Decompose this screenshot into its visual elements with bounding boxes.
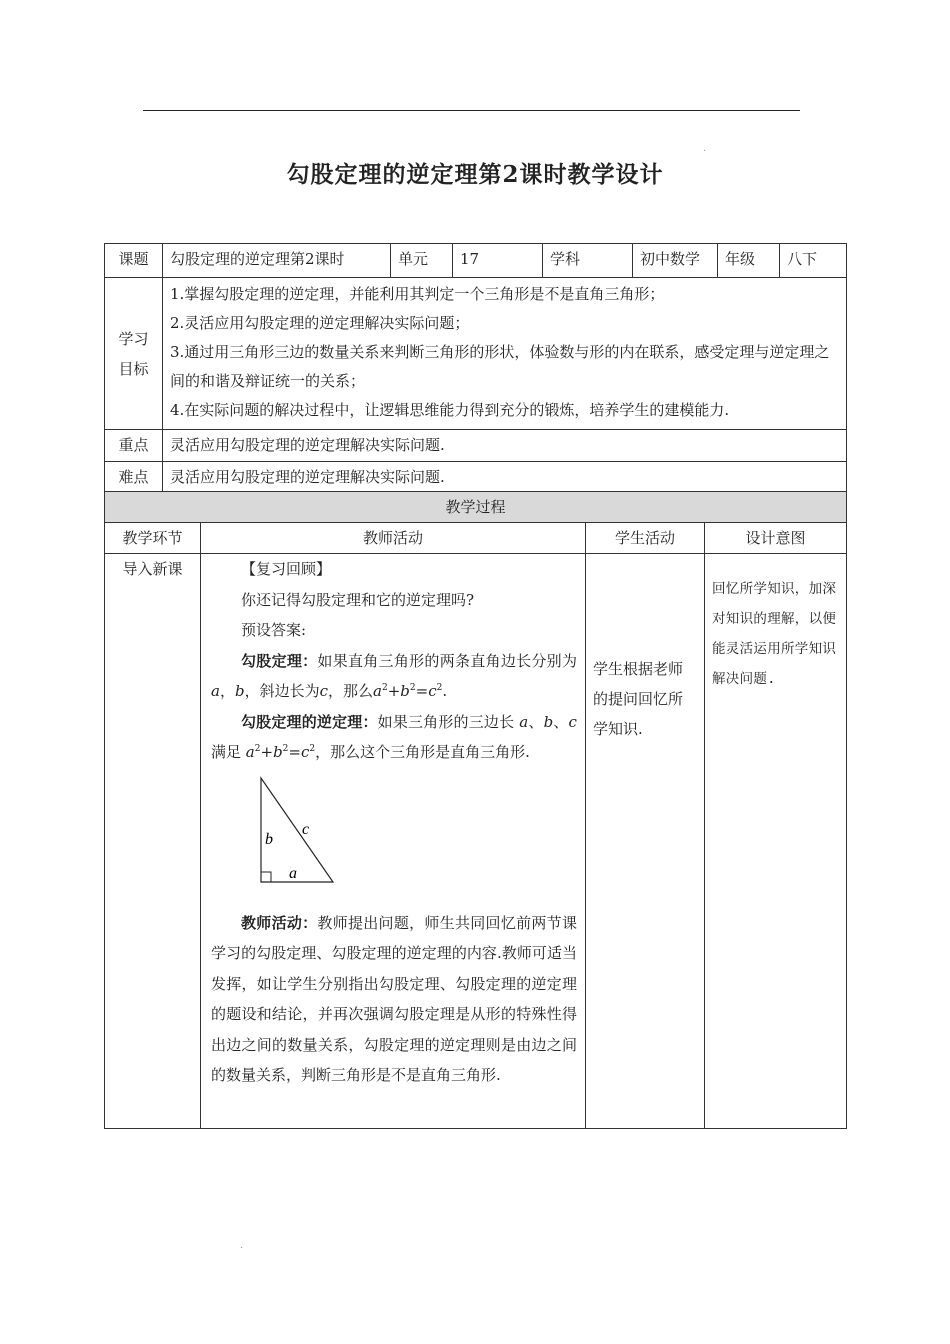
unit-value: 17	[453, 244, 543, 278]
key-label: 重点	[105, 430, 163, 462]
triangle-figure	[211, 772, 577, 900]
design-intent-cell: 回忆所学知识，加深对知识的理解，以便能灵活运用所学知识解决问题.	[705, 554, 847, 1129]
stage-cell: 导入新课	[105, 554, 201, 1129]
review-heading: 【复习回顾】	[241, 560, 332, 578]
col-stage: 教学环节	[105, 523, 201, 554]
difficulty-label: 难点	[105, 462, 163, 494]
teacher-activity-cell	[201, 554, 586, 1129]
side-label-c: c	[302, 820, 310, 838]
side-label-b: b	[265, 830, 273, 848]
course-value: 勾股定理的逆定理第2课时	[163, 244, 391, 278]
right-angle-mark	[261, 872, 271, 882]
triangle-outline	[261, 778, 333, 882]
goals-label-line-1: 学习	[118, 329, 149, 348]
course-label: 课题	[105, 244, 163, 278]
review-question: 你还记得勾股定理和它的逆定理吗?	[241, 590, 475, 609]
goals-label	[105, 278, 163, 430]
goal-item: 2.灵活应用勾股定理的逆定理解决实际问题；	[170, 314, 470, 332]
unit-label: 单元	[391, 244, 453, 278]
goals-label-line-2: 目标	[118, 359, 149, 378]
course-info-table	[104, 243, 847, 494]
subject-value: 初中数学	[633, 244, 718, 278]
subject-label: 学科	[543, 244, 633, 278]
goal-item: 4.在实际问题的解决过程中，让逻辑思维能力得到充分的锻炼，培养学生的建模能力.	[170, 401, 730, 419]
speck: ·	[240, 1243, 244, 1254]
goal-item: 3.通过用三角形三边的数量关系来判断三角形的形状，体验数与形的内在联系，感受定理与逆定理之间的和谐及辩证统一的关系；	[170, 343, 830, 390]
difficulty-value: 灵活应用勾股定理的逆定理解决实际问题.	[163, 462, 847, 494]
goal-item: 1.掌握勾股定理的逆定理，并能利用其判定一个三角形是不是直角三角形；	[170, 285, 665, 303]
grade-label: 年级	[718, 244, 780, 278]
pythagorean-theorem: 勾股定理：如果直角三角形的两条直角边长分别为a，b，斜边长为c，那么$a^2+b^2=c^2$.	[211, 651, 577, 700]
key-value: 灵活应用勾股定理的逆定理解决实际问题.	[163, 430, 847, 462]
teacher-activity-note: 教师活动：教师提出问题，师生共同回忆前两节课学习的勾股定理、勾股定理的逆定理的内容.教师可适当发挥，如让学生分别指出勾股定理、勾股定理的逆定理的题设和结论，并再次强调勾股定理是从形的特殊性得出边之间的数量关系，勾股定理的逆定理则是由边之间的数量关系，判断三角形是不是直角三角形.	[211, 913, 577, 1084]
header-rule	[143, 110, 800, 111]
document-title: 勾股定理的逆定理第2课时教学设计	[286, 161, 664, 188]
col-design: 设计意图	[705, 523, 847, 554]
preset-answer: 预设答案:	[241, 621, 307, 639]
student-activity-cell: 学生根据老师的提问回忆所学知识.	[586, 554, 705, 1129]
right-triangle-diagram	[247, 772, 347, 892]
col-student: 学生活动	[586, 523, 705, 554]
goals-cell	[163, 278, 847, 430]
converse-theorem: 勾股定理的逆定理：如果三角形的三边长 a、b、c 满足 $a^2+b^2=c^2$，那么这个三角形是直角三角形.	[211, 712, 577, 761]
side-label-a: a	[289, 864, 297, 882]
process-header: 教学过程	[105, 492, 847, 523]
grade-value: 八下	[780, 244, 847, 278]
speck: ·	[703, 146, 707, 157]
col-teacher: 教师活动	[201, 523, 586, 554]
process-table	[104, 491, 847, 1129]
